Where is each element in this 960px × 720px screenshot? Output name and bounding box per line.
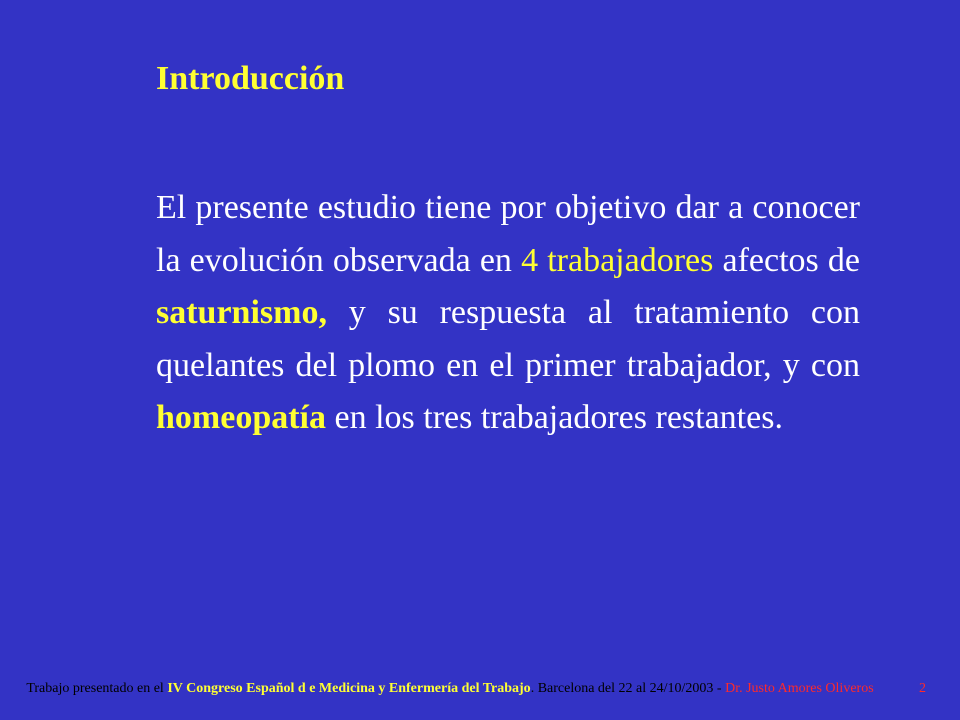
highlight-disease: saturnismo, — [156, 294, 327, 331]
slide-title: Introducción — [156, 60, 345, 97]
highlight-treatment: homeopatía — [156, 399, 326, 436]
body-paragraph — [156, 182, 860, 445]
body-text-part-2: afectos de — [713, 241, 860, 279]
footer-author: Dr. Justo Amores Oliveros — [725, 681, 874, 696]
footer — [20, 680, 880, 698]
body-text-part-3: y su respuesta al tratamiento con quelantes del plomo en el primer trabajador, y con — [156, 294, 860, 384]
highlight-workers: 4 trabajadores — [521, 241, 714, 279]
body-text-part-4: en los tres trabajadores restantes. — [326, 399, 783, 436]
footer-congress: IV Congreso Español d e Medicina y Enfermería del Trabajo — [167, 681, 531, 696]
body-text-part-1: El presente estudio tiene por objetivo dar a conocer la evolución observada en — [156, 189, 860, 279]
page-number: 2 — [919, 681, 926, 696]
footer-middle: . Barcelona del 22 al 24/10/2003 - — [530, 681, 726, 696]
footer-prefix: Trabajo presentado en el — [26, 681, 168, 696]
